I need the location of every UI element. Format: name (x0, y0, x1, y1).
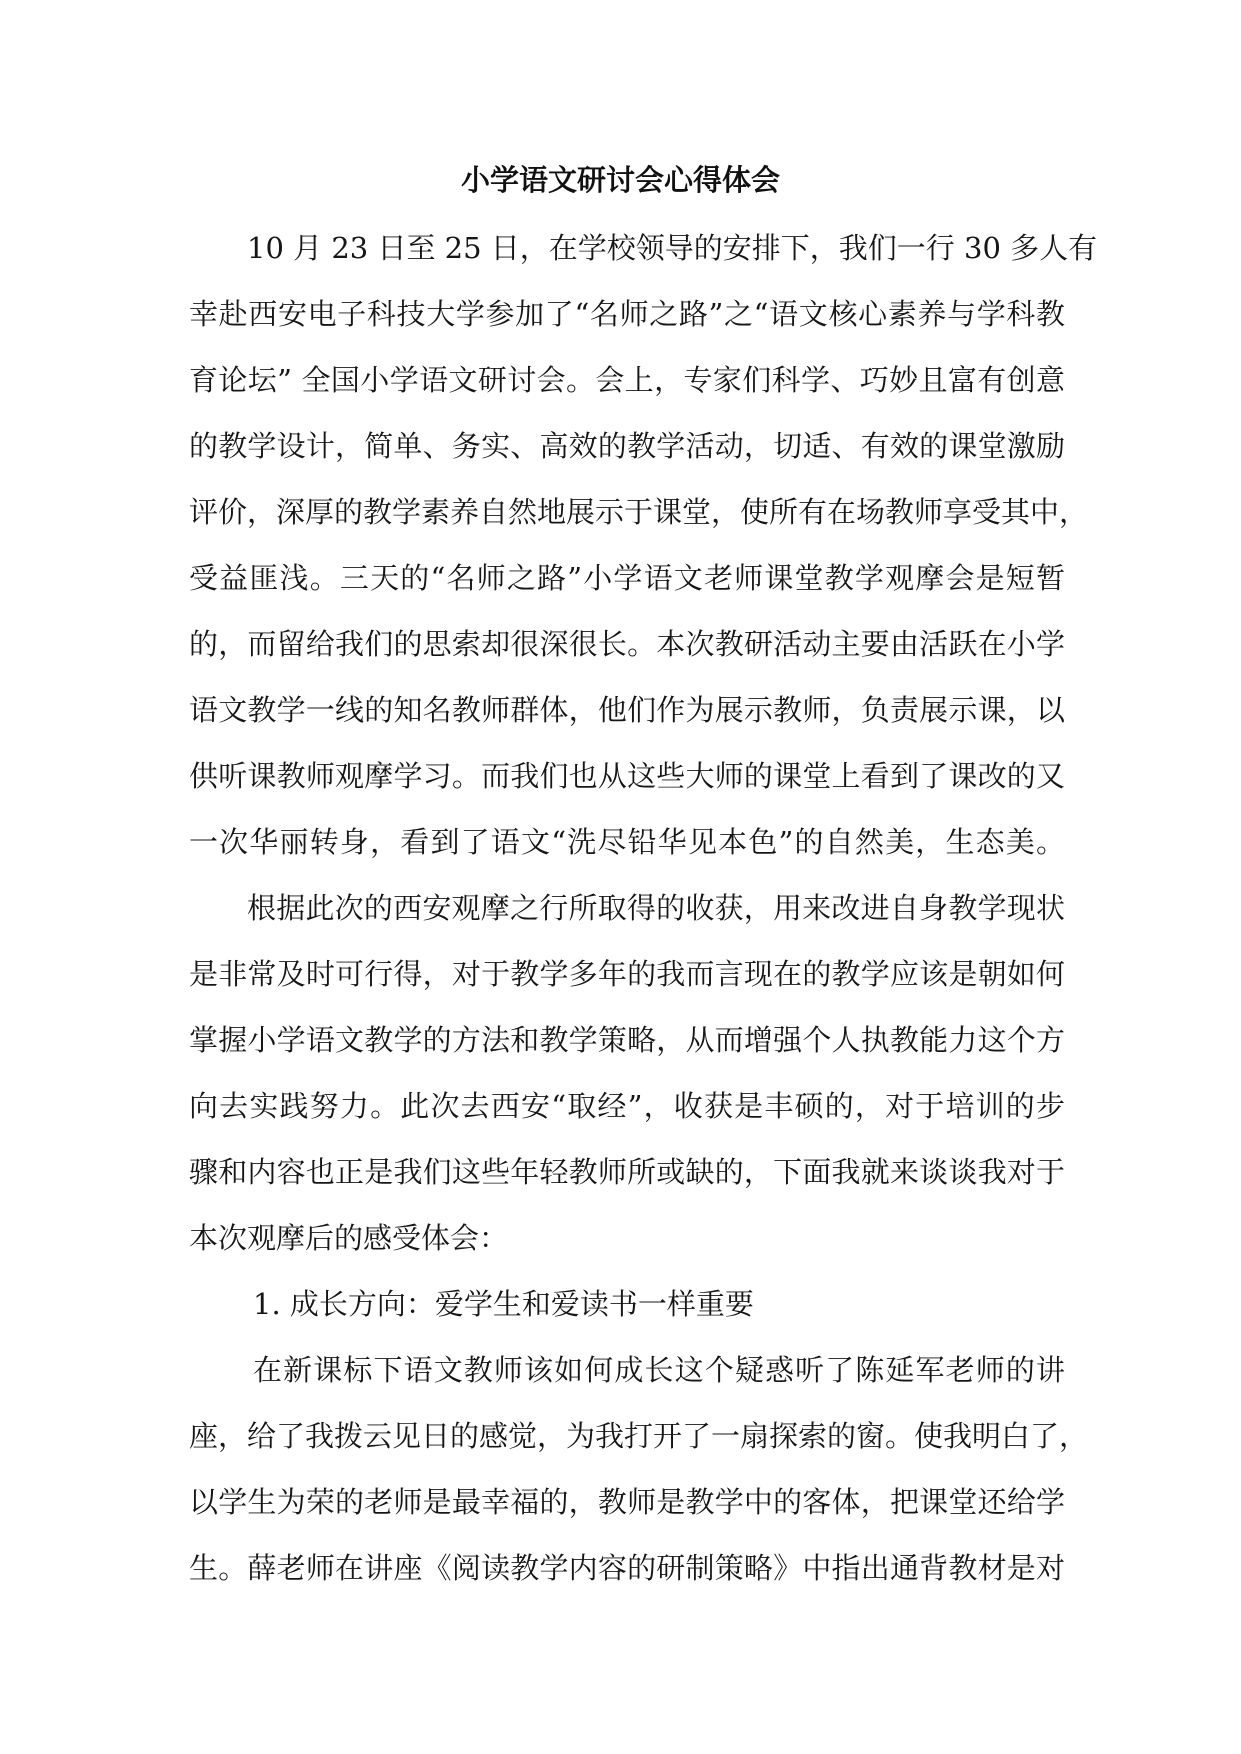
text-line: 座，给了我拨云见日的感觉，为我打开了一扇探索的窗。使我明白了， (189, 1419, 1089, 1453)
text-line: 幸赴西安电子科技大学参加了“名师之路”之“语文核心素养与学科教 (189, 297, 1065, 331)
text-line: 是非常及时可行得，对于教学多年的我而言现在的教学应该是朝如何 (189, 957, 1065, 991)
text-line: 10 月 23 日至 25 日，在学校领导的安排下，我们一行 30 多人有 (247, 231, 1098, 265)
text-line: 以学生为荣的老师是最幸福的，教师是教学中的客体，把课堂还给学 (189, 1485, 1065, 1519)
text-line: 向去实践努力。此次去西安“取经”，收获是丰硕的，对于培训的步 (189, 1089, 1065, 1123)
text-line: 语文教学一线的知名教师群体，他们作为展示教师，负责展示课，以 (189, 693, 1065, 727)
document-title: 小学语文研讨会心得体会 (460, 163, 780, 197)
paragraph (189, 226, 1098, 886)
text-line: 受益匪浅。三天的“名师之路”小学语文老师课堂教学观摩会是短暂 (189, 561, 1065, 595)
section-heading (189, 1282, 1065, 1348)
paragraph (189, 886, 1065, 1282)
text-line: 生。薛老师在讲座《阅读教学内容的研制策略》中指出通背教材是对 (189, 1551, 1065, 1585)
section-heading-text: 1. 成长方向：爱学生和爱读书一样重要 (253, 1287, 754, 1321)
text-line: 评价，深厚的教学素养自然地展示于课堂，使所有在场教师享受其中， (189, 495, 1089, 529)
document-body (189, 226, 1098, 1612)
text-line: 根据此次的西安观摩之行所取得的收获，用来改进自身教学现状 (247, 891, 1065, 925)
text-line: 掌握小学语文教学的方法和教学策略，从而增强个人执教能力这个方 (189, 1023, 1065, 1057)
text-line: 一次华丽转身，看到了语文“洗尽铅华见本色”的自然美，生态美。 (189, 825, 1065, 859)
text-line: 的教学设计，简单、务实、高效的教学活动，切适、有效的课堂激励 (189, 429, 1065, 463)
text-line: 的，而留给我们的思索却很深很长。本次教研活动主要由活跃在小学 (189, 627, 1065, 661)
text-line: 供听课教师观摩学习。而我们也从这些大师的课堂上看到了课改的又 (189, 759, 1065, 793)
text-line: 育论坛” 全国小学语文研讨会。会上，专家们科学、巧妙且富有创意 (189, 363, 1065, 397)
text-line: 在新课标下语文教师该如何成长这个疑惑听了陈延军老师的讲 (253, 1353, 1065, 1387)
paragraph (189, 1348, 1089, 1612)
text-line: 骤和内容也正是我们这些年轻教师所或缺的，下面我就来谈谈我对于 (189, 1155, 1065, 1189)
text-line: 本次观摩后的感受体会： (189, 1221, 509, 1255)
